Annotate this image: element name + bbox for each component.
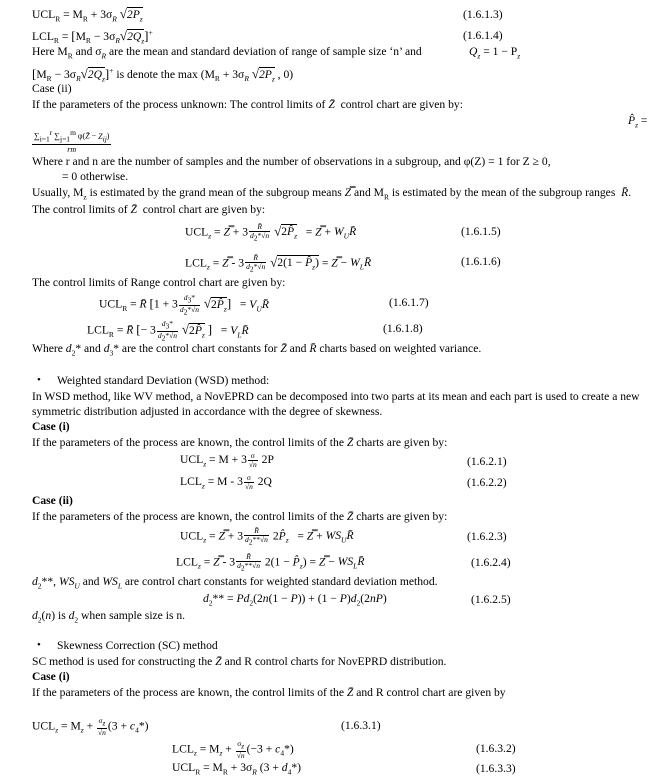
bullet-icon: • bbox=[37, 374, 41, 386]
case-ii-heading: Case (ii) bbox=[32, 494, 73, 507]
paragraph-unknown: If the parameters of the process unknown: The control limits of Z̄ control chart are given by: bbox=[32, 98, 463, 111]
equation-ucl-r-sc: $UCL_R = M_R + 3\sigma_R$ $(3 + d_4*)$ bbox=[172, 761, 301, 777]
equation-ucl-z-wv: $UCL_z$ = Z̿ + 3 $\frac{R̄}{d_2*√n}$ $√2P̂_z$ = Z̿ + $W_UR̄$ bbox=[185, 222, 357, 243]
equation-number: (1.6.3.1) bbox=[341, 719, 381, 732]
paragraph-denote: $[M_R - 3\sigma_R√2Q_z]^+$ is denote the $\max (M_R + 3\sigma_R$ $√2P_z$ , 0) bbox=[32, 65, 294, 84]
equation-number: (1.6.2.4) bbox=[471, 556, 511, 569]
equation-number: (1.6.2.2) bbox=[467, 476, 507, 489]
equation-lcl-z-wv: $LCL_z$ = Z̿ - 3 $\frac{R̄}{d_2*√n}$ $√2(1 - P̂_z)$ = Z̿ − $W_LR̄$ bbox=[185, 253, 372, 274]
pz-hat: $P̂_z$ = bbox=[628, 114, 648, 130]
paragraph-d2n: $d_2(n)$ is $d_2$ when sample size is n. bbox=[32, 609, 186, 625]
equation-ucl-z-sc: $UCL_z = M_z$ + $\frac{\sigma_z}{√n}$ $(3 + c_4*)$ bbox=[32, 716, 149, 737]
paragraph-where-r: Where r and n are the number of samples and the number of observations in a subgroup, and φ(Z) = 1 for Z ≥ 0, bbox=[32, 155, 551, 168]
equation-number: (1.6.3.3) bbox=[476, 762, 516, 775]
equation-number: (1.6.1.6) bbox=[461, 255, 501, 268]
section-sc-title: Skewness Correction (SC) method bbox=[57, 639, 218, 652]
equation-number: (1.6.3.2) bbox=[476, 742, 516, 755]
equation-number: (1.6.2.3) bbox=[467, 530, 507, 543]
paragraph-otherwise: = 0 otherwise. bbox=[62, 170, 129, 183]
paragraph-known-z2: If the parameters of the process are known, the control limits of the Z̄ charts are given by: bbox=[32, 510, 448, 523]
equation-d2-star: $d_2** = Pd_2(2n(1 - P)) + (1 - P)d_2(2nP)$ bbox=[203, 592, 387, 608]
equation-ucl-r-wv: $UCL_R$ = R̄ [1 + 3 $\frac{d_3*}{d_2*√n}$ $√2P̂_z$] = $V_UR̄$ bbox=[99, 293, 269, 316]
equation-ucl-z-wsd: $UCL_z = M + 3$ $\frac{\sigma}{√n}$ 2P bbox=[180, 451, 274, 469]
paragraph-usually: Usually, $M_z$ is estimated by the grand mean of the subgroup means Z̿ and $M_R$ is estimated by the mean of the subgroup ranges R̄. bbox=[32, 186, 632, 202]
equation-ucl-z-wsd2: $UCL_z$ = Z̿ + 3 $\frac{R̄}{d_2**√n}$ $2P̂_z$ = Z̿ + $WS_UR̄$ bbox=[180, 526, 354, 547]
paragraph-wsd-2: symmetric distribution adjusted in accordance with the degree of skewness. bbox=[32, 405, 383, 418]
paragraph-known-z: If the parameters of the process are known, the control limits of the Z̄ charts are given by: bbox=[32, 436, 448, 449]
equation-number: (1.6.2.5) bbox=[471, 593, 511, 606]
section-wsd-title: Weighted standard Deviation (WSD) method: bbox=[57, 374, 270, 387]
pz-hat-formula: $\sum_{i=1}^r$ $\sum_{j=1}^m$ φ(Z̄ − $Z_{ij}$) rm bbox=[34, 128, 110, 155]
equation-lcl-r: $LCL_R = [M_R - 3\sigma_R√2Q_z]^+$ bbox=[32, 27, 153, 46]
paragraph-sc-1: SC method is used for constructing the Z̄ and R control charts for NovEPRD distribution. bbox=[32, 655, 447, 668]
equation-lcl-z-sc: $LCL_z = M_z$ + $\frac{\sigma_z}{√n}$ $(-3 + c_4*)$ bbox=[172, 739, 294, 760]
equation-number: (1.6.1.5) bbox=[461, 225, 501, 238]
q-definition: $Q_z = 1 - P_z$ bbox=[469, 45, 521, 61]
bullet-icon: • bbox=[37, 639, 41, 651]
paragraph-wsd-1: In WSD method, like WV method, a NovEPRD can be decomposed into two parts at its mean and each part is used to create a new bbox=[32, 390, 640, 403]
paragraph-cl-z: The control limits of Z̄ control chart are given by: bbox=[32, 203, 266, 216]
equation-number: (1.6.1.7) bbox=[389, 296, 429, 309]
case-i-heading: Case (i) bbox=[32, 670, 70, 683]
equation-lcl-z-wsd: $LCL_z = M - 3$ $\frac{\sigma}{√n}$ 2Q bbox=[180, 473, 272, 491]
equation-lcl-z-wsd2: $LCL_z$ = Z̿ - 3 $\frac{R̄}{d_2**√n}$ $2(1 - P̂_z)$ = Z̿ − $WS_LR̄$ bbox=[176, 552, 365, 573]
paragraph-cl-range: The control limits of Range control chart are given by: bbox=[32, 276, 286, 289]
case-i-heading: Case (i) bbox=[32, 420, 70, 433]
equation-ucl-r: $UCL_R = M_R + 3\sigma_R$ $√2P_z$ bbox=[32, 6, 143, 24]
equation-lcl-r-wv: $LCL_R$ = R̄ [− 3 $\frac{d_3*}{d_2*√n}$ $√2P̂_z$ ] = $V_LR̄$ bbox=[87, 319, 249, 342]
paragraph-ws-constants: $d_2**$, $WS_U$ and $WS_L$ are control chart constants for weighted standard deviation method. bbox=[32, 575, 438, 591]
equation-number: (1.6.1.4) bbox=[463, 29, 503, 42]
equation-number: (1.6.2.1) bbox=[467, 455, 507, 468]
paragraph-known-sc: If the parameters of the process are known, the control limits of the Z̄ and R control chart are given by bbox=[32, 686, 506, 699]
equation-number: (1.6.1.8) bbox=[383, 322, 423, 335]
paragraph-here: Here $M_R$ and $\sigma_R$ are the mean and standard deviation of range of sample size ‘n’ and bbox=[32, 45, 422, 61]
case-ii-heading: Case (ii) bbox=[32, 82, 72, 95]
equation-number: (1.6.1.3) bbox=[463, 8, 503, 21]
paragraph-where-d: Where $d_2*$ and $d_3*$ are the control chart constants for Z̄ and R̄ charts based on weighted variance. bbox=[32, 342, 482, 358]
